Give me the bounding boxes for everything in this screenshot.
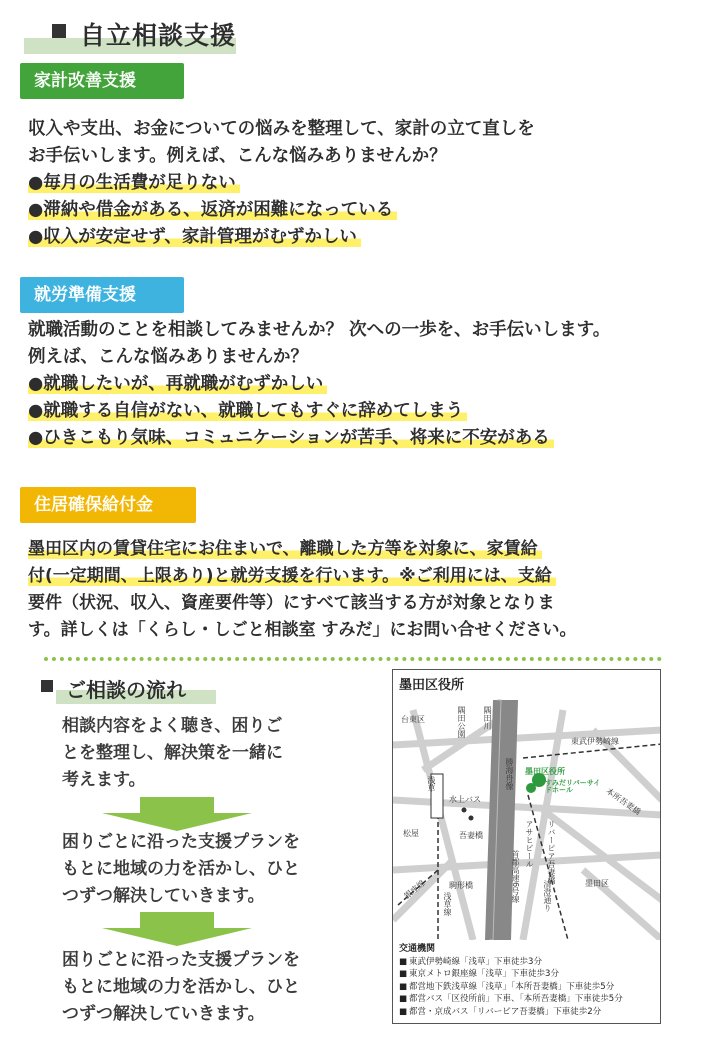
employment-bullet: ●ひきこもり気味、コミュニケーションが苦手、将来に不安がある [28, 425, 610, 452]
down-arrow-icon [102, 797, 252, 831]
household-support-tag: 家計改善支援 [20, 63, 184, 99]
map-label-matsuya: 松屋 [403, 829, 419, 838]
employment-bullet: ●就職する自信がない、就職してもすぐに辞めてしまう [28, 398, 610, 425]
square-bullet-icon [41, 680, 53, 692]
household-intro-line: お手伝いします。例えば、こんな悩みありませんか？ [28, 146, 447, 166]
household-section [28, 116, 535, 251]
flow-step-line: 困りごとに沿った支援プランを [62, 832, 300, 852]
flow-step-line: とを整理し、解決策を一緒に [62, 743, 283, 763]
flow-step-line: 相談内容をよく聴き、困りご [62, 716, 283, 736]
flow-step-line: もとに地域の力を活かし、ひと [62, 859, 300, 879]
page-title: 自立相談支援 [80, 21, 237, 50]
flow-step-3 [62, 947, 352, 1028]
map-label-honjo: 本所吾妻橋 [604, 786, 643, 817]
map-label-katsumi: 勝海舟像 [505, 758, 514, 790]
employment-support-tag: 就労準備支援 [20, 277, 184, 313]
map-label-expressway: 首都高速6号線 [511, 850, 520, 904]
household-bullet: ●滞納や借金がある、返済が困難になっている [28, 197, 535, 224]
square-bullet-icon [52, 24, 66, 38]
map-label-komagata: 駒形橋 [449, 881, 473, 890]
map-label-kiyosumi: 清澄通り [543, 880, 552, 912]
transport-legend [399, 943, 623, 1018]
map-label-sumida-river: 隅田川 [483, 706, 492, 730]
map-label-tobu-line: 東武伊勢崎線 [571, 737, 619, 746]
flow-heading: ご相談の流れ [66, 678, 186, 702]
legend-item: ■ 東京メトロ銀座線「浅草」下車徒歩3分 [399, 968, 623, 981]
employment-intro-line: 例えば、こんな悩みありませんか？ [28, 347, 308, 367]
employment-bullet: ●就職したいが、再就職がむずかしい [28, 371, 610, 398]
flow-step-1 [62, 713, 352, 794]
household-intro-line: 収入や支出、お金についての悩みを整理して、家計の立て直しを [28, 119, 535, 139]
map-label-asakusa-station: 浅草 [427, 776, 436, 792]
housing-text-line: 墨田区内の賃貸住宅にお住まいで、離職した方等を対象に、家賃給 [28, 536, 577, 563]
legend-item: ■ 都営・京成バス「リバーピア吾妻橋」下車徒歩2分 [399, 1006, 623, 1019]
flow-step-line: 考えます。 [62, 770, 146, 790]
map-label-taito: 台東区 [401, 715, 425, 724]
map-label-asakusa-line: 浅草線 [443, 892, 452, 916]
map-label-asahi: アサヒビール [525, 820, 534, 868]
map-label-sumida-ward: 墨田区 [585, 879, 609, 888]
legend-item: ■ 都営地下鉄浅草線「浅草」「本所吾妻橋」下車徒歩5分 [399, 981, 623, 994]
housing-text-line: す。詳しくは「くらし・しごと相談室 すみだ」にお問い合せください。 [28, 620, 577, 640]
housing-section [28, 536, 577, 644]
housing-benefit-tag: 住居確保給付金 [20, 487, 196, 523]
flow-step-line: つずつ解決していきます。 [62, 1004, 265, 1024]
map-label-azumabashi: 吾妻橋 [459, 831, 483, 840]
employment-section [28, 317, 610, 452]
household-bullet: ●毎月の生活費が足りない [28, 170, 535, 197]
map-label-riverside-hall: すみだリバーサイドホール [545, 779, 601, 794]
map-title: 墨田区役所 [399, 678, 465, 693]
map-label-sumida-office: 墨田区役所 [525, 767, 565, 776]
access-map [392, 669, 661, 1024]
flow-title [38, 674, 216, 704]
map-label-waterbus: 水上バス [449, 795, 481, 804]
housing-text-line: 要件（状況、収入、資産要件等）にすべて該当する方が対象となりま [28, 593, 555, 613]
map-label-sumida-park: 隅田公園 [457, 706, 466, 738]
flow-step-line: つずつ解決していきます。 [62, 886, 265, 906]
household-bullet: ●収入が安定せず、家計管理がむずかしい [28, 224, 535, 251]
legend-title: 交通機関 [399, 944, 436, 954]
main-title [20, 14, 236, 54]
flow-step-line: 困りごとに沿った支援プランを [62, 950, 300, 970]
housing-text-line: 付(一定期間、上限あり)と就労支援を行います。※ご利用には、支給 [28, 563, 577, 590]
map-label-ginza-line: 銀座線 [402, 878, 427, 901]
down-arrow-icon [102, 912, 252, 946]
flow-step-line: もとに地域の力を活かし、ひと [62, 977, 300, 997]
map-label-riverpia: リバーピア吾妻橋 [547, 820, 556, 884]
flow-step-2 [62, 829, 352, 910]
legend-item: ■ 東武伊勢崎線「浅草」下車徒歩3分 [399, 956, 623, 969]
legend-item: ■ 都営バス「区役所前」下車、「本所吾妻橋」下車徒歩5分 [399, 993, 623, 1006]
dotted-divider [44, 657, 662, 661]
employment-intro-line: 就職活動のことを相談してみませんか？ 次への一歩を、お手伝いします。 [28, 320, 611, 340]
